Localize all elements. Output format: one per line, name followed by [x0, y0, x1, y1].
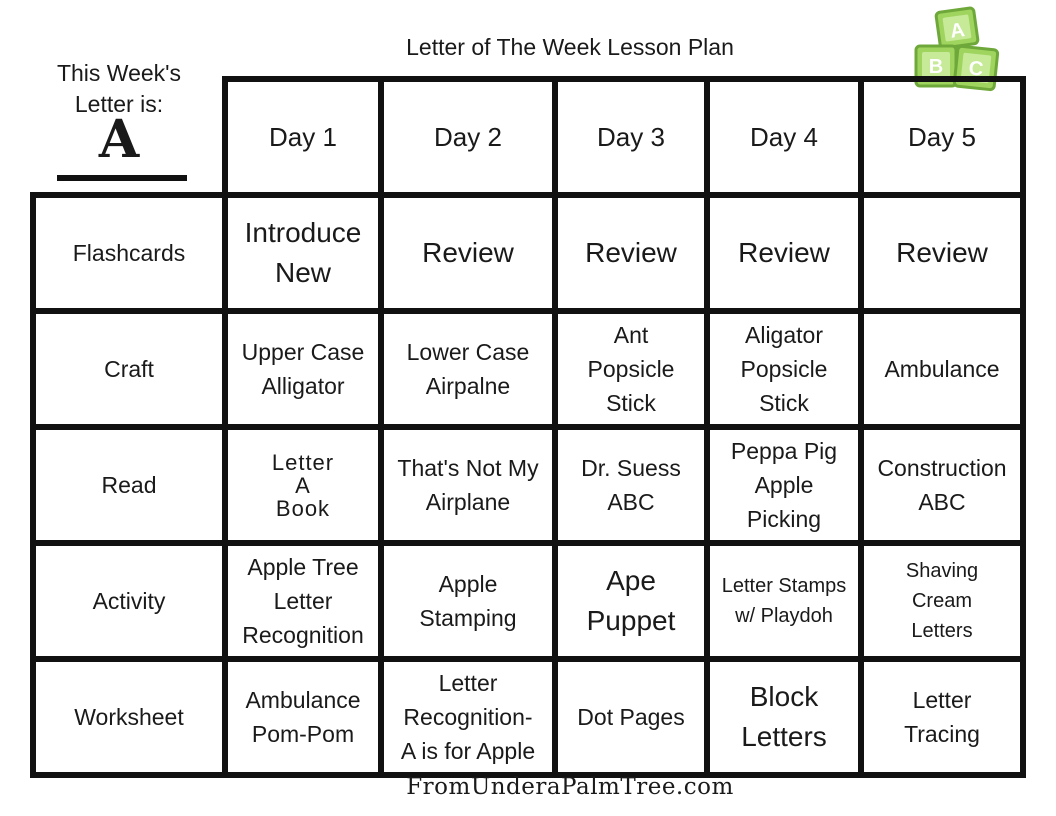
plan-cell: Ant Popsicle Stick — [552, 308, 710, 430]
row-label: Flashcards — [30, 192, 228, 314]
row-label: Activity — [30, 540, 228, 662]
day-header: Day 3 — [552, 76, 710, 198]
plan-cell: Dot Pages — [552, 656, 710, 778]
plan-cell: Letter Tracing — [858, 656, 1026, 778]
plan-cell: Lower Case Airpalne — [378, 308, 558, 430]
day-header: Day 4 — [704, 76, 864, 198]
row-label: Worksheet — [30, 656, 228, 778]
plan-cell: Letter Stamps w/ Playdoh — [704, 540, 864, 662]
plan-cell: Block Letters — [704, 656, 864, 778]
row-label: Read — [30, 424, 228, 546]
day-header: Day 5 — [858, 76, 1026, 198]
plan-cell: That's Not My Airplane — [378, 424, 558, 546]
day-header: Day 2 — [378, 76, 558, 198]
lesson-plan-grid — [30, 76, 1026, 778]
plan-cell: Aligator Popsicle Stick — [704, 308, 864, 430]
plan-cell: Introduce New — [222, 192, 384, 314]
plan-cell: Ape Puppet — [552, 540, 710, 662]
plan-cell: Review — [704, 192, 864, 314]
week-label-line2: Letter is: — [74, 91, 164, 117]
plan-cell: Dr. Suess ABC — [552, 424, 710, 546]
plan-cell: Apple Stamping — [378, 540, 558, 662]
plan-cell: Construction ABC — [858, 424, 1026, 546]
plan-cell: Shaving Cream Letters — [858, 540, 1026, 662]
row-label: Craft — [30, 308, 228, 430]
plan-cell: Apple Tree Letter Recognition — [222, 540, 384, 662]
svg-text:B: B — [928, 56, 944, 78]
plan-cell: Ambulance — [858, 308, 1026, 430]
svg-text:C: C — [967, 57, 985, 81]
plan-cell: Peppa Pig Apple Picking — [704, 424, 864, 546]
plan-cell: Review — [378, 192, 558, 314]
plan-cell: Ambulance Pom-Pom — [222, 656, 384, 778]
plan-cell: Review — [552, 192, 710, 314]
plan-cell: Letter A Book — [222, 424, 384, 546]
page-title: Letter of The Week Lesson Plan — [406, 34, 734, 60]
svg-text:A: A — [948, 19, 967, 43]
plan-cell: Review — [858, 192, 1026, 314]
plan-cell: Letter Recognition- A is for Apple — [378, 656, 558, 778]
week-letter: A — [98, 109, 140, 170]
week-label-line1: This Week's — [56, 60, 182, 86]
footer-website: FromUnderaPalmTree.com — [406, 774, 734, 800]
block-a-icon — [936, 8, 979, 49]
plan-cell: Upper Case Alligator — [222, 308, 384, 430]
day-header: Day 1 — [222, 76, 384, 198]
